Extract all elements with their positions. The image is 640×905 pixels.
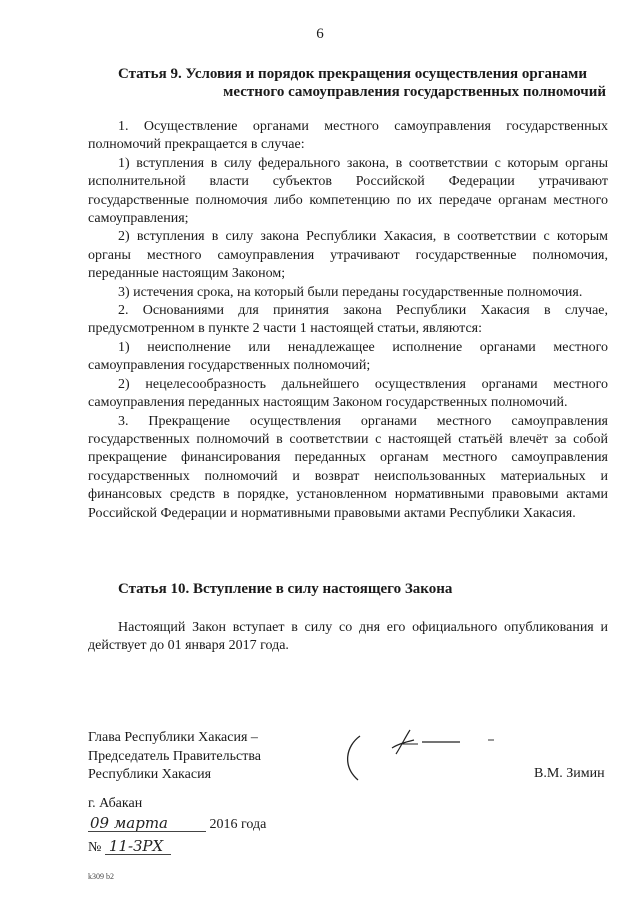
date-year: 2016 года bbox=[209, 817, 267, 832]
paragraph: 3) истечения срока, на который были переданы государственные полномочия. bbox=[118, 284, 583, 300]
paragraph: 2) вступления в силу закона Республики Хакасия, в соответствии с которым органы местного самоуправления утрачивают государственные полномочия, переданные настоящим Законом; bbox=[88, 229, 608, 282]
paragraph: 1) неисполнение или ненадлежащее исполнение органами местного самоуправления государственных полномочий; bbox=[88, 339, 608, 374]
position-line: Председатель Правительства bbox=[88, 748, 261, 764]
article-9-title-line-1: Статья 9. Условия и порядок прекращения осуществления органами bbox=[118, 66, 588, 82]
number-sign: № bbox=[88, 840, 102, 855]
article-9-body bbox=[88, 118, 608, 523]
handwritten-number: 11-ЗРХ bbox=[105, 838, 171, 855]
signing-date bbox=[88, 815, 266, 833]
footer-code: k309 b2 bbox=[88, 872, 114, 881]
handwritten-date: 09 марта bbox=[88, 815, 206, 832]
page-number: 6 bbox=[316, 26, 324, 42]
article-9-title bbox=[88, 65, 608, 101]
paragraph: 2. Основаниями для принятия закона Республики Хакасия в случае, предусмотренном в пункте 2 части 1 настоящей статьи, являются: bbox=[88, 303, 608, 337]
signer-name: В.М. Зимин bbox=[534, 766, 605, 781]
paragraph: Настоящий Закон вступает в силу со дня его официального опубликования и действует до 01 января 2017 года. bbox=[88, 620, 608, 654]
position-line: Республики Хакасия bbox=[88, 767, 212, 782]
article-10-title: Статья 10. Вступление в силу настоящего Закона bbox=[118, 581, 453, 597]
place: г. Абакан bbox=[88, 796, 143, 811]
law-number bbox=[88, 838, 171, 856]
position-line: Глава Республики Хакасия – bbox=[88, 730, 258, 745]
paragraph: 2) нецелесообразность дальнейшего осуществления органами местного самоуправления переданных настоящим Законом государственных полномочий. bbox=[88, 376, 608, 411]
signatory-position bbox=[88, 729, 261, 785]
handwritten-signature bbox=[336, 722, 506, 792]
article-9-title-line-2: местного самоуправления государственных полномочий bbox=[223, 84, 606, 100]
paragraph: 1) вступления в силу федерального закона, в соответствии с которым органы исполнительной власти субъектов Российской Федерации утрачивают государственные полномочия либо компетенцию по их передаче органам местного самоуправления; bbox=[88, 155, 608, 227]
paragraph: 3. Прекращение осуществления органами местного самоуправления государственных полномочий в соответствии с настоящей статьёй влечёт за собой прекращение финансирования переданных органам местного самоуправления государственных полномочий и возврат неиспользованных материальных и финансовых средств в порядке, установленном нормативными правовыми актами Российской Федерации и нормативными правовыми актами Республики Хакасия. bbox=[88, 413, 608, 521]
paragraph: 1. Осуществление органами местного самоуправления государственных полномочий прекращается в случае: bbox=[88, 119, 608, 153]
article-10-body bbox=[88, 619, 608, 656]
